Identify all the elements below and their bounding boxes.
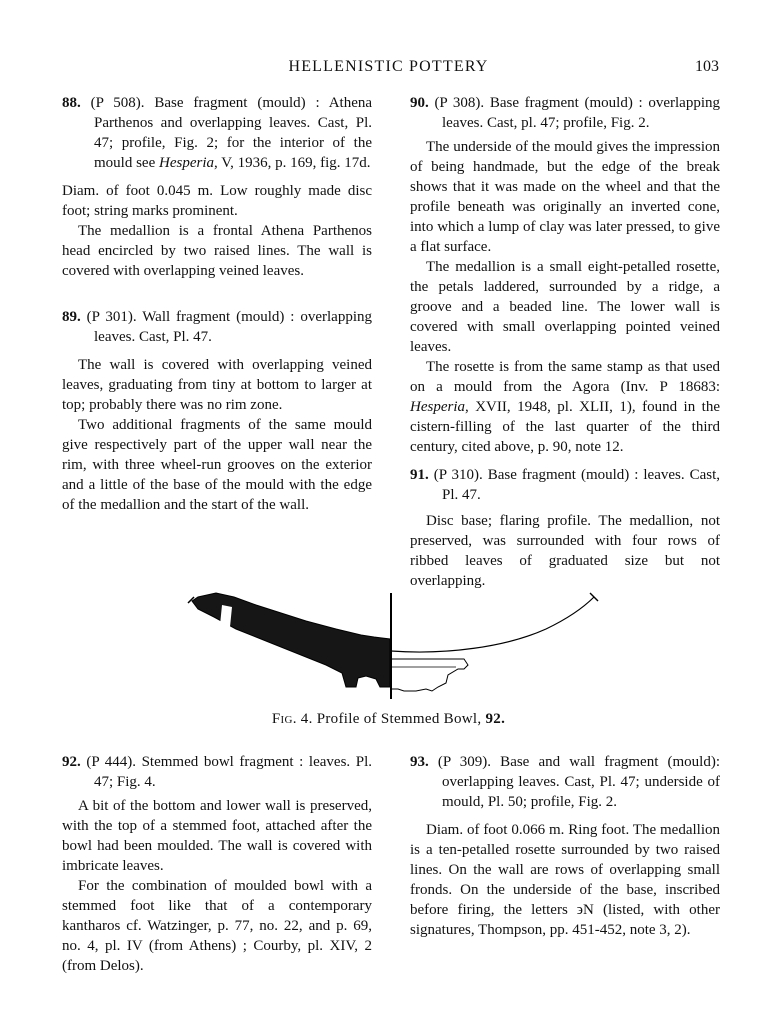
catalog-entry-90 [410,93,720,457]
catalog-entry-91 [410,465,720,591]
entry-93-number: 93. [410,754,429,770]
entry-91-number: 91. [410,467,429,483]
entry-88-paragraph: The medallion is a frontal Athena Parthenos head encircled by two raised lines. The wall is covered with overlapping veined leaves. [62,223,372,279]
stem-foot-outline [391,659,468,691]
upper-left-column [62,93,372,515]
entry-93-paragraph: Diam. of foot 0.066 m. Ring foot. The medallion is a ten-petalled rosette surrounded by two raised lines. On the wall are rows of overlapping small fronds. On the underside of the base, inscribed before firing, the letters ϶N (listed, with other signatures, Thompson, pp. 451-452, note 3, 2). [410,822,720,938]
entry-88-number: 88. [62,95,81,111]
entry-90-paragraph: The medallion is a small eight-petalled rosette, the petals laddered, surrounded by a ridge, a groove and a beaded line. The lower wall is covered with small overlapping pointed veined leaves. [410,259,720,355]
figure-caption: Fig. 4. Profile of Stemmed Bowl, 92. [271,711,506,727]
entry-89-paragraph: The wall is covered with overlapping veined leaves, graduating from tiny at bottom to larger at top; probably there was no rim zone. [62,357,372,413]
entry-92-paragraph: A bit of the bottom and lower wall is preserved, with the top of a stemmed foot, attached after the bowl had been moulded. The wall is covered with imbricate leaves. [62,798,372,874]
running-title: HELLENISTIC POTTERY [288,58,489,75]
entry-88-paragraph: Diam. of foot 0.045 m. Low roughly made disc foot; string marks prominent. [62,183,372,219]
entry-89-number: 89. [62,309,81,325]
entry-92-paragraph: For the combination of moulded bowl with a stemmed foot like that of a contemporary kantharos cf. Watzinger, p. 77, no. 22, and p. 69, no. 4, pl. IV (from Athens) ; Courby, pl. XIV, 2 (from Delos). [62,878,372,974]
entry-90-heading: 90. (P 308). Base fragment (mould) : overlapping leaves. Cast, pl. 47; profile, Fig. 2. [410,95,720,131]
figure-caption-ref: 92. [485,711,506,727]
entry-90-number: 90. [410,95,429,111]
lower-left-column [62,752,372,976]
entry-92-heading: 92. (P 444). Stemmed bowl fragment : leaves. Pl. 47; Fig. 4. [62,754,373,790]
entry-90-paragraph: The rosette is from the same stamp as that used on a mould from the Agora (Inv. P 18683: Hesperia, XVII, 1948, pl. XLII, 1), found in the cistern-filling of the last quarter of the third century, cited above, p. 90, note 12. [410,359,720,455]
lower-right-column [410,752,720,940]
entry-91-heading: 91. (P 310). Base fragment (mould) : leaves. Cast, Pl. 47. [410,467,721,503]
journal-title: Hesperia [159,155,214,171]
running-header [0,58,777,80]
entry-88-heading: 88. (P 508). Base fragment (mould) : Athena Parthenos and overlapping leaves. Cast, Pl. 47; profile, Fig. 2; for the interior of the mould see Hesperia, V, 1936, p. 169, fig. 17d. [62,95,373,171]
entry-92-number: 92. [62,754,81,770]
bowl-wall-section [192,593,390,687]
figure-4-profile-drawing [186,583,606,703]
figure-label: Fig. 4. [271,711,313,727]
entry-93-heading: 93. (P 309). Base and wall fragment (mould): overlapping leaves. Cast, Pl. 47; underside of mould, Pl. 50; profile, Fig. 2. [410,754,720,810]
upper-right-column [410,93,720,591]
entry-90-paragraph: The underside of the mould gives the impression of being handmade, but the edge of the break shows that it was made on the wheel and that the profile beneath was originally an inverted cone, into which a lump of clay was later pressed, to give a flat surface. [410,139,720,255]
entry-91-paragraph: Disc base; flaring profile. The medallion, not preserved, was surrounded with four rows of ribbed leaves of graduated size but not overlapping. [410,513,720,589]
wall-break-highlight [220,605,232,627]
entry-89-paragraph: Two additional fragments of the same mould give respectively part of the upper wall near the rim, with three wheel-run grooves on the exterior and a little of the base of the mould with the edge of the medallion and the start of the wall. [62,417,372,513]
catalog-entry-93 [410,752,720,940]
entry-89-heading: 89. (P 301). Wall fragment (mould) : overlapping leaves. Cast, Pl. 47. [62,309,373,345]
bowl-outline-curve [391,597,594,652]
catalog-entry-88 [62,93,372,281]
catalog-entry-89 [62,307,372,515]
catalog-entry-92 [62,752,372,976]
page-number: 103 [695,58,719,75]
journal-title: Hesperia [410,399,465,415]
